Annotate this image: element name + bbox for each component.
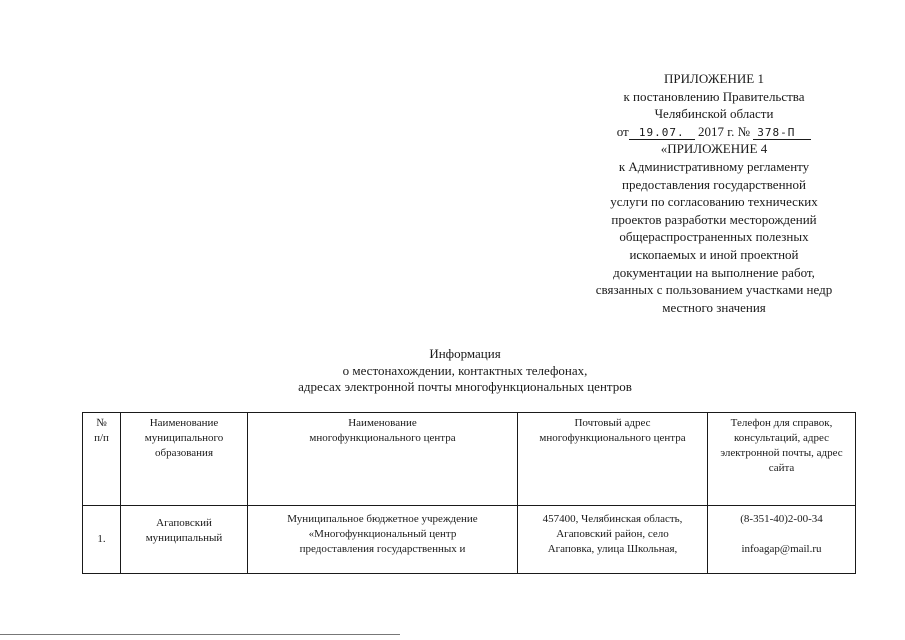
regulation-line: к Административному регламенту — [618, 158, 810, 174]
appendix-line-2: к постановлению Правительства — [623, 88, 805, 104]
header-cell-contacts: Телефон для справок, консультаций, адрес электронной почты, адрес сайта — [708, 413, 856, 506]
info-line-2: о местонахождении, контактных телефонах, — [342, 362, 588, 378]
page-bottom-rule — [0, 634, 400, 635]
regulation-line: предоставления государственной — [622, 176, 806, 192]
document-number-handwritten: 378-П — [753, 127, 811, 140]
regulation-line: проектов разработки месторождений — [611, 211, 817, 227]
table-header-row — [83, 413, 856, 506]
appendix-date-line — [576, 123, 852, 141]
header-cell-postal-address: Почтовый адрес многофункционального центра — [518, 413, 708, 506]
phone-number: (8-351-40)2-00-34 — [740, 513, 823, 525]
regulation-line: документации на выполнение работ, — [613, 264, 815, 280]
date-year: 2017 г. № — [697, 123, 751, 139]
cell-center-name: Муниципальное бюджетное учреждение «Многофункциональный центр предоставления государственных и — [248, 506, 518, 574]
appendix-line-3: Челябинской области — [654, 106, 774, 122]
email-address[interactable]: infoagap@mail.ru — [741, 543, 822, 555]
header-cell-center-name: Наименование многофункционального центра — [248, 413, 518, 506]
appendix-4-title: «ПРИЛОЖЕНИЕ 4 — [660, 141, 768, 157]
cell-contacts — [708, 506, 856, 574]
info-heading — [260, 346, 670, 396]
header-cell-municipality: Наименование муниципального образования — [121, 413, 248, 506]
info-line-3: адресах электронной почты многофункциональных центров — [298, 379, 632, 394]
regulation-line: местного значения — [662, 299, 766, 315]
table-row — [83, 506, 856, 574]
regulation-line: связанных с пользованием участками недр — [595, 282, 833, 298]
cell-postal-address: 457400, Челябинская область, Агаповский район, село Агаповка, улица Школьная, — [518, 506, 708, 574]
header-cell-number: № п/п — [83, 413, 121, 506]
date-prefix: от — [616, 123, 629, 139]
info-title: Информация — [429, 346, 501, 361]
regulation-line: общераспространенных полезных — [619, 229, 809, 245]
mfc-table — [82, 412, 856, 574]
regulation-line: ископаемых и иной проектной — [629, 246, 799, 262]
appendix-header — [576, 70, 852, 316]
appendix-title: ПРИЛОЖЕНИЕ 1 — [664, 71, 764, 86]
regulation-line: услуги по согласованию технических — [610, 194, 818, 210]
date-day-handwritten: 19.07. — [629, 127, 695, 140]
cell-municipality: Агаповский муниципальный — [121, 506, 248, 574]
cell-number: 1. — [83, 506, 121, 574]
